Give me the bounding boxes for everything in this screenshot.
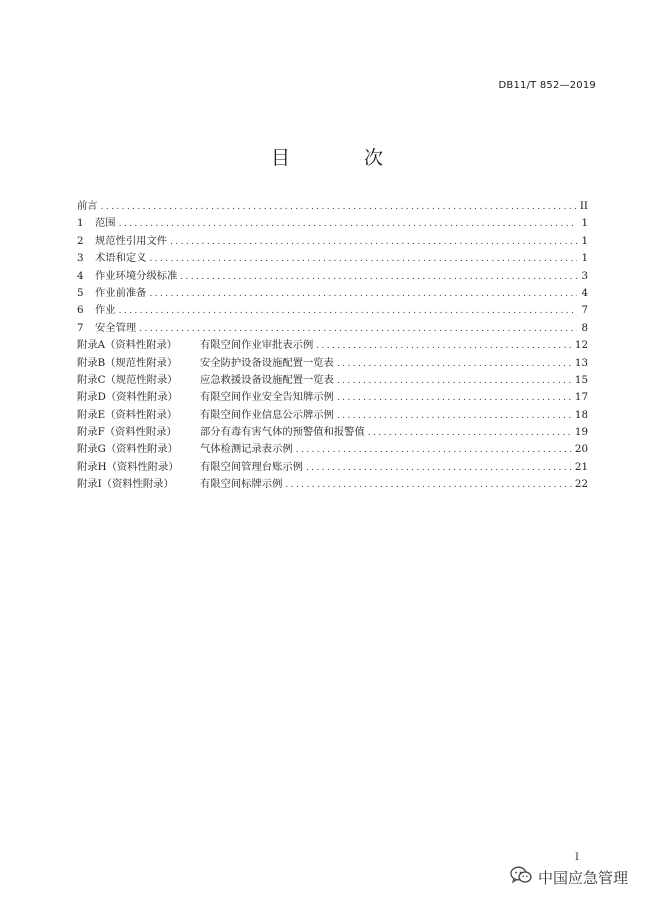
toc-entry-label: 规范性引用文件 xyxy=(95,234,168,247)
toc-entry-page: 4 xyxy=(581,286,588,299)
toc-entry-annex-g[interactable] xyxy=(77,441,588,458)
toc-entry-page: 22 xyxy=(574,478,588,491)
toc-entry-label: 安全管理 xyxy=(95,321,137,334)
toc-entry-number: 6 xyxy=(77,304,84,317)
toc-entry-number: 1 xyxy=(77,217,84,230)
toc-entry-page: 20 xyxy=(574,443,588,456)
toc-entry-label: 作业前准备 xyxy=(95,286,147,299)
toc-annex-label: 附录B（规范性附录） xyxy=(77,356,178,369)
toc-entry-page: 7 xyxy=(581,304,588,317)
toc-leader-dots xyxy=(337,408,572,425)
toc-entry-label: 有限空间作业信息公示牌示例 xyxy=(200,408,334,421)
toc-entry-page: 1 xyxy=(581,217,588,230)
toc-entry-page: 3 xyxy=(581,269,588,282)
toc-entry-annex-b[interactable] xyxy=(77,355,588,372)
toc-leader-dots xyxy=(101,199,577,216)
toc-entry-label: 术语和定义 xyxy=(95,252,147,265)
toc-leader-dots xyxy=(337,356,572,373)
watermark-text: 中国应急管理 xyxy=(538,868,629,887)
toc-entry-annex-c[interactable] xyxy=(77,372,588,389)
toc-entry-label: 气体检测记录表示例 xyxy=(200,443,293,456)
toc-entry-page: 17 xyxy=(574,391,588,404)
toc-annex-label: 附录C（规范性附录） xyxy=(77,373,178,386)
toc-leader-dots xyxy=(306,460,572,477)
toc-leader-dots xyxy=(149,251,577,268)
toc-entry-page: II xyxy=(579,200,588,212)
wechat-icon xyxy=(510,866,538,888)
toc-entry-label: 前言 xyxy=(77,200,98,212)
table-of-contents xyxy=(77,198,588,494)
toc-entry-annex-d[interactable] xyxy=(77,389,588,406)
toc-annex-label: 附录A（资料性附录） xyxy=(77,339,178,352)
toc-entry-page: 18 xyxy=(574,408,588,421)
toc-leader-dots xyxy=(285,477,572,494)
toc-entry-number: 7 xyxy=(77,321,84,334)
toc-entry-label: 部分有毒有害气体的预警值和报警值 xyxy=(200,426,365,439)
toc-entry-foreword[interactable] xyxy=(77,198,588,215)
toc-annex-label: 附录F（资料性附录） xyxy=(77,426,177,439)
toc-entry-number: 2 xyxy=(77,234,84,247)
toc-entry-annex-f[interactable] xyxy=(77,424,588,441)
toc-entry-page: 12 xyxy=(574,339,588,352)
toc-annex-label: 附录E（资料性附录） xyxy=(77,408,178,421)
toc-entry-7[interactable] xyxy=(77,320,588,337)
toc-entry-label: 作业环境分级标准 xyxy=(95,269,178,282)
toc-annex-label: 附录G（资料性附录） xyxy=(77,443,178,456)
toc-entry-page: 19 xyxy=(574,426,588,439)
watermark xyxy=(510,866,628,888)
page-title xyxy=(0,143,654,170)
toc-entry-page: 21 xyxy=(574,460,588,473)
toc-entry-annex-h[interactable] xyxy=(77,459,588,476)
toc-entry-page: 13 xyxy=(574,356,588,369)
toc-leader-dots xyxy=(149,286,577,303)
toc-entry-label: 范围 xyxy=(95,217,116,230)
toc-leader-dots xyxy=(119,303,577,320)
toc-entry-5[interactable] xyxy=(77,285,588,302)
toc-entry-label: 有限空间作业审批表示例 xyxy=(200,339,314,352)
toc-annex-label: 附录H（资料性附录） xyxy=(77,460,179,473)
toc-entry-label: 有限空间作业安全告知牌示例 xyxy=(200,391,334,404)
toc-entry-label: 有限空间管理台账示例 xyxy=(200,460,303,473)
toc-leader-dots xyxy=(337,373,572,390)
page-number: I xyxy=(575,852,579,863)
toc-leader-dots xyxy=(139,321,577,338)
toc-leader-dots xyxy=(296,442,572,459)
toc-entry-2[interactable] xyxy=(77,233,588,250)
toc-entry-1[interactable] xyxy=(77,215,588,232)
toc-entry-annex-e[interactable] xyxy=(77,407,588,424)
toc-entry-annex-a[interactable] xyxy=(77,337,588,354)
toc-entry-label: 作业 xyxy=(95,304,116,317)
toc-leader-dots xyxy=(337,390,572,407)
toc-entry-annex-i[interactable] xyxy=(77,476,588,493)
toc-entry-4[interactable] xyxy=(77,268,588,285)
toc-entry-number: 4 xyxy=(77,269,84,282)
toc-entry-label: 应急救援设备设施配置一览表 xyxy=(200,373,334,386)
toc-entry-page: 8 xyxy=(581,321,588,334)
toc-annex-label: 附录D（资料性附录） xyxy=(77,391,178,404)
toc-leader-dots xyxy=(180,269,577,286)
page-title-text: 目 次 xyxy=(270,147,418,169)
toc-entry-page: 1 xyxy=(581,252,588,265)
toc-entry-page: 1 xyxy=(581,234,588,247)
toc-leader-dots xyxy=(119,216,577,233)
toc-entry-page: 15 xyxy=(574,373,588,386)
toc-leader-dots xyxy=(368,425,572,442)
toc-leader-dots xyxy=(316,338,572,355)
toc-annex-label: 附录I（资料性附录） xyxy=(77,478,174,491)
toc-entry-label: 安全防护设备设施配置一览表 xyxy=(200,356,334,369)
toc-entry-3[interactable] xyxy=(77,250,588,267)
standard-number: DB11/T 852—2019 xyxy=(498,80,596,91)
toc-entry-number: 5 xyxy=(77,286,84,299)
toc-entry-number: 3 xyxy=(77,252,84,265)
toc-leader-dots xyxy=(170,234,577,251)
toc-entry-label: 有限空间标牌示例 xyxy=(200,478,283,491)
toc-entry-6[interactable] xyxy=(77,302,588,319)
